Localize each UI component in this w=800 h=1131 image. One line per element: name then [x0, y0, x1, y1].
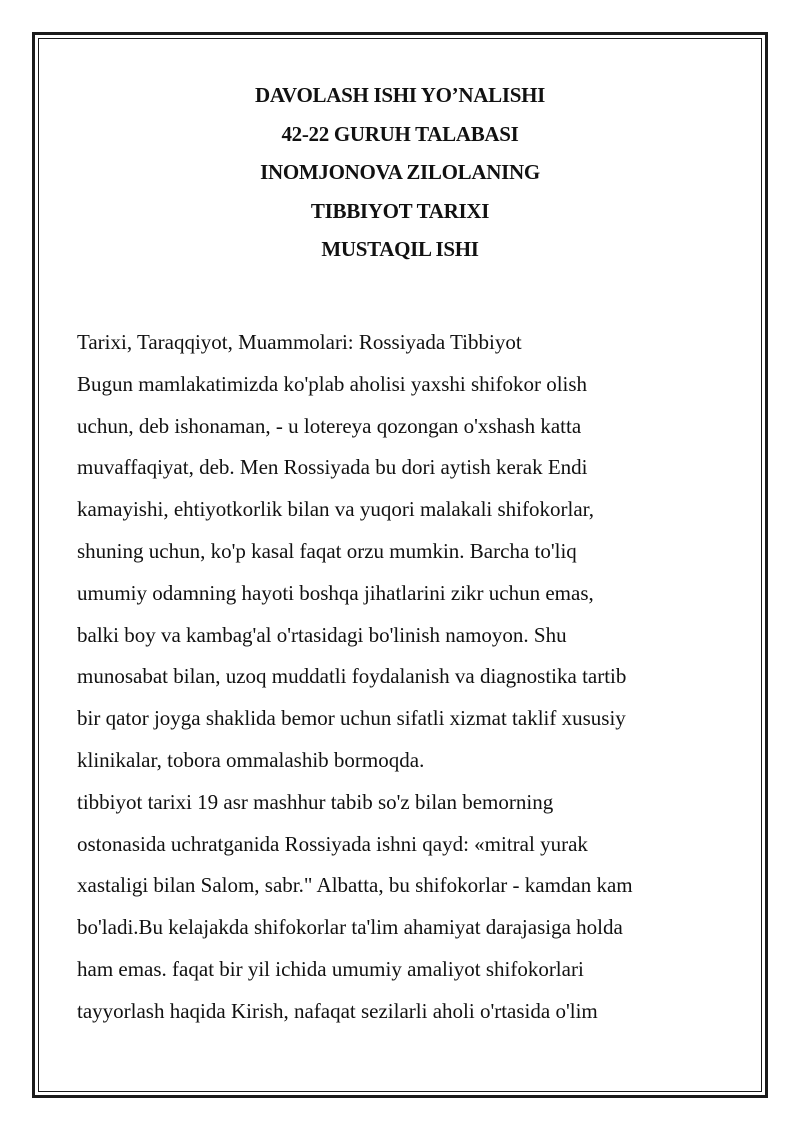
body-line: klinikalar, tobora ommalashib bormoqda. [77, 747, 425, 772]
body-line: bir qator joyga shaklida bemor uchun sifatli xizmat taklif xususiy [77, 706, 626, 731]
title-line-program: DAVOLASH ISHI YO’NALISHI [255, 83, 545, 107]
body-line: ham emas. faqat bir yil ichida umumiy amaliyot shifokorlari [77, 956, 584, 981]
body-line: shuning uchun, ko'p kasal faqat orzu mumkin. Barcha to'liq [77, 538, 577, 563]
title-block [0, 76, 800, 269]
body-line: uchun, deb ishonaman, - u lotereya qozongan o'xshash katta [77, 413, 582, 438]
body-line: tayyorlash haqida Kirish, nafaqat sezilarli aholi o'rtasida o'lim [77, 998, 598, 1023]
body-line: munosabat bilan, uzoq muddatli foydalanish va diagnostika tartib [77, 664, 627, 689]
body-line: bo'ladi.Bu kelajakda shifokorlar ta'lim ahamiyat darajasiga holda [77, 915, 623, 940]
body-line: xastaligi bilan Salom, sabr." Albatta, bu shifokorlar - kamdan kam [77, 873, 633, 898]
body-line: umumiy odamning hayoti boshqa jihatlarini zikr uchun emas, [77, 580, 594, 605]
title-line-group: 42-22 GURUH TALABASI [281, 121, 519, 146]
body-text [77, 322, 727, 1033]
title-line-work-type: MUSTAQIL ISHI [321, 237, 479, 261]
body-line: tibbiyot tarixi 19 asr mashhur tabib so'z bilan bemorning [77, 789, 554, 814]
body-line: ostonasida uchratganida Rossiyada ishni qayd: «mitral yurak [77, 831, 588, 856]
title-line-student: INOMJONOVA ZILOLANING [260, 160, 540, 184]
body-line: Tarixi, Taraqqiyot, Muammolari: Rossiyada Tibbiyot [77, 330, 522, 354]
body-line: kamayishi, ehtiyotkorlik bilan va yuqori malakali shifokorlar, [77, 497, 595, 522]
body-line: balki boy va kambag'al o'rtasidagi bo'linish namoyon. Shu [77, 622, 567, 647]
body-line: Bugun mamlakatimizda ko'plab aholisi yaxshi shifokor olish [77, 371, 588, 396]
title-line-subject: TIBBIYOT TARIXI [310, 198, 490, 223]
body-line: muvaffaqiyat, deb. Men Rossiyada bu dori aytish kerak Endi [77, 455, 588, 480]
